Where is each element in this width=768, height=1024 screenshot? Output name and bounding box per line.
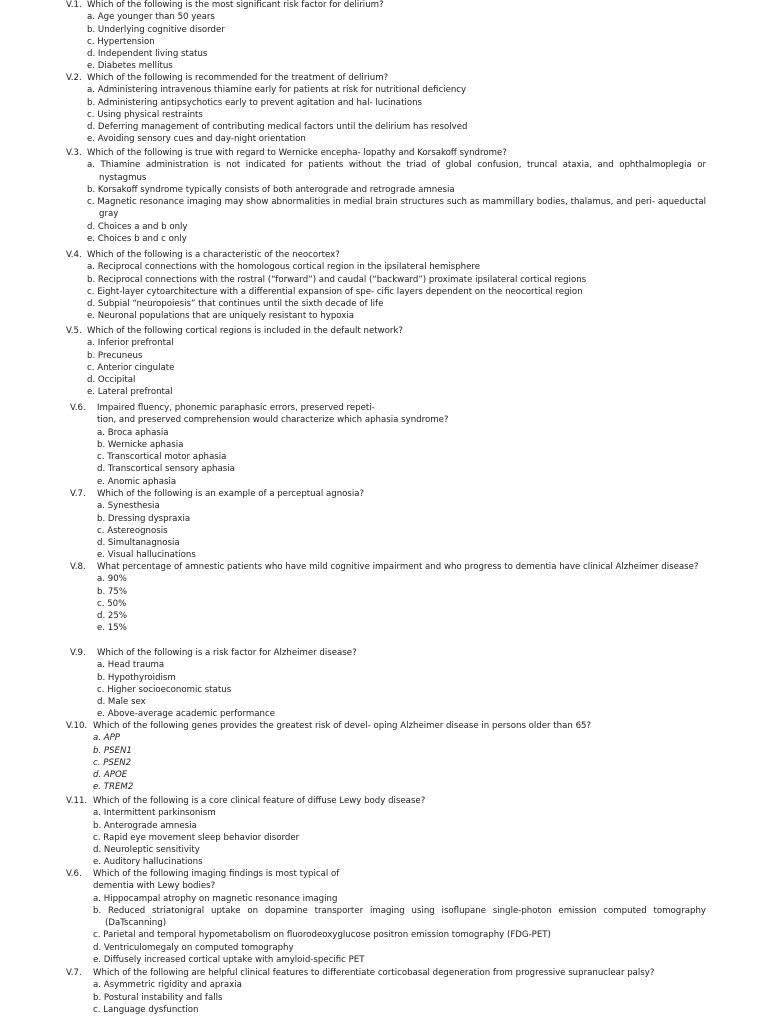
answer-option: d. Occipital xyxy=(87,375,136,386)
answer-option: d. 25% xyxy=(97,611,128,622)
answer-option: d. Neuroleptic sensitivity xyxy=(93,845,200,856)
answer-option: b. Reciprocal connections with the rostral (“forward”) and caudal (“backward”) proximate ipsilateral cortical regions xyxy=(87,274,587,285)
answer-option: b. Dressing dyspraxia xyxy=(97,513,191,524)
answer-option: c. Language dysfunction xyxy=(93,1004,199,1015)
answer-option: b. Wernicke aphasia xyxy=(97,439,184,450)
answer-option: c. 50% xyxy=(97,598,127,609)
question-stem-line: Impaired fluency, phonemic paraphasic errors, preserved repeti- xyxy=(97,403,375,413)
question-stem-line: tion, and preserved comprehension would characterize which aphasia syndrome? xyxy=(97,415,449,426)
question-v1 xyxy=(66,0,706,73)
answer-option: b. Precuneus xyxy=(87,350,143,361)
answer-option: b. Korsakoff syndrome typically consists of both anterograde and retrograde amnesia xyxy=(87,184,455,195)
answer-option: c. Parietal and temporal hypometabolism on fluorodeoxyglucose positron emission tomography (FDG-PET) xyxy=(93,930,551,941)
question-stem xyxy=(97,402,706,427)
answer-option: b. Postural instability and falls xyxy=(93,992,223,1003)
answer-option: d. APOE xyxy=(93,770,128,781)
question-stem: Which of the following genes provides the greatest risk of devel- oping Alzheimer disease in persons older than 65? xyxy=(93,721,592,731)
answer-option: e. 15% xyxy=(97,623,127,634)
answer-option: c. Higher socioeconomic status xyxy=(97,684,232,695)
question-stem-line: dementia with Lewy bodies? xyxy=(93,881,216,892)
question-stem-line: Which of the following imaging findings is most typical of xyxy=(93,869,340,879)
question-number: V.8. xyxy=(70,562,86,572)
answer-option: a. Age younger than 50 years xyxy=(87,12,215,23)
answer-option: b. Reduced striatonigral uptake on dopamine transporter imaging using isoflupane single-photon emission computed tomography (DaTscanning) xyxy=(93,905,706,929)
answer-option: e. Anomic aphasia xyxy=(97,476,177,487)
answer-option: b. PSEN1 xyxy=(93,745,132,756)
question-v5 xyxy=(66,325,706,399)
question-v7-agnosia xyxy=(70,488,706,562)
answer-option: a. APP xyxy=(93,733,120,744)
question-number: V.4. xyxy=(66,250,82,260)
answer-option: c. PSEN2 xyxy=(93,757,132,768)
answer-option: a. Reciprocal connections with the homologous cortical region in the ipsilateral hemisphere xyxy=(87,262,481,273)
answer-option: a. 90% xyxy=(97,574,127,585)
answer-option: c. Using physical restraints xyxy=(87,109,203,120)
answer-option: c. Transcortical motor aphasia xyxy=(97,452,227,463)
answer-option: a. Hippocampal atrophy on magnetic resonance imaging xyxy=(93,893,338,904)
answer-option: d. Independent living status xyxy=(87,49,208,60)
question-number: V.6. xyxy=(70,403,86,413)
question-number: V.7. xyxy=(66,968,82,978)
answer-option: c. Eight-layer cytoarchitecture with a differential expansion of spe- cific layers dependent on the neocortical region xyxy=(87,286,583,297)
answer-option: d. Simultanagnosia xyxy=(97,538,180,549)
question-number: V.10. xyxy=(66,721,88,731)
answer-option: e. TREM2 xyxy=(93,782,134,793)
answer-option: d. Male sex xyxy=(97,697,146,708)
question-stem: Which of the following is a core clinical feature of diffuse Lewy body disease? xyxy=(93,796,426,806)
question-stem: Which of the following is an example of a perceptual agnosia? xyxy=(97,489,365,499)
question-v6-lewy-imaging xyxy=(66,868,706,966)
answer-option: a. Intermittent parkinsonism xyxy=(93,808,216,819)
answer-option: e. Above-average academic performance xyxy=(97,709,275,720)
answer-option: a. Head trauma xyxy=(97,660,165,671)
answer-option: a. Synesthesia xyxy=(97,501,160,512)
question-stem xyxy=(93,868,706,893)
question-v8 xyxy=(70,561,706,635)
answer-option: e. Diffusely increased cortical uptake with amyloid-specific PET xyxy=(93,955,365,966)
answer-option: b. Hypothyroidism xyxy=(97,672,176,683)
question-stem: Which of the following is a risk factor for Alzheimer disease? xyxy=(97,648,357,658)
answer-option: b. Administering antipsychotics early to prevent agitation and hal- lucinations xyxy=(87,97,423,108)
answer-option: e. Diabetes mellitus xyxy=(87,61,173,72)
question-number: V.3. xyxy=(66,148,82,158)
answer-option: e. Choices b and c only xyxy=(87,234,187,245)
question-stem: Which of the following is the most significant risk factor for delirium? xyxy=(87,0,384,10)
question-number: V.9. xyxy=(70,648,86,658)
question-v3 xyxy=(66,147,706,245)
question-stem: Which of the following is a characteristic of the neocortex? xyxy=(87,250,340,260)
question-v4 xyxy=(66,249,706,323)
answer-option: d. Subpial “neuropoiesis” that continues until the sixth decade of life xyxy=(87,299,384,310)
question-stem: Which of the following is recommended for the treatment of delirium? xyxy=(87,73,389,83)
answer-option: e. Auditory hallucinations xyxy=(93,857,203,868)
answer-option: c. Anterior cingulate xyxy=(87,362,175,373)
answer-option: c. Rapid eye movement sleep behavior disorder xyxy=(93,832,300,843)
answer-option: c. Hypertension xyxy=(87,36,155,47)
answer-option: d. Transcortical sensory aphasia xyxy=(97,464,235,475)
answer-option: e. Lateral prefrontal xyxy=(87,387,173,398)
answer-option: e. Visual hallucinations xyxy=(97,550,196,561)
answer-option: c. Astereognosis xyxy=(97,525,168,536)
question-v6-aphasia xyxy=(70,402,706,488)
answer-option: a. Asymmetric rigidity and apraxia xyxy=(93,980,242,991)
question-v11 xyxy=(66,795,706,869)
question-number: V.7. xyxy=(70,489,86,499)
question-number: V.11. xyxy=(66,796,88,806)
question-stem: Which of the following is true with regard to Wernicke encepha- lopathy and Korsakoff syndrome? xyxy=(87,148,507,158)
answer-option: b. Anterograde amnesia xyxy=(93,820,197,831)
question-number: V.1. xyxy=(66,0,82,10)
question-stem: Which of the following are helpful clinical features to differentiate corticobasal degeneration from progressive supranuclear palsy? xyxy=(93,968,655,978)
answer-option: b. 75% xyxy=(97,586,128,597)
question-v10 xyxy=(66,720,706,794)
question-number: V.5. xyxy=(66,326,82,336)
question-stem: What percentage of amnestic patients who have mild cognitive impairment and who progress to dementia have clinical Alzheimer disease? xyxy=(97,562,699,572)
answer-option: a. Broca aphasia xyxy=(97,427,169,438)
question-stem: Which of the following cortical regions is included in the default network? xyxy=(87,326,403,336)
answer-option: a. Inferior prefrontal xyxy=(87,338,174,349)
answer-option: e. Avoiding sensory cues and day-night orientation xyxy=(87,134,306,145)
answer-option: c. Magnetic resonance imaging may show abnormalities in medial brain structures such as mammillary bodies, thalamus, and peri- aqueductal gray xyxy=(87,197,706,220)
answer-option: a. Administering intravenous thiamine early for patients at risk for nutritional deficiency xyxy=(87,85,467,96)
answer-option: d. Choices a and b only xyxy=(87,221,188,232)
answer-option: a. Thiamine administration is not indicated for patients without the triad of global confusion, truncal ataxia, and ophthalmoplegia or nystagmus xyxy=(87,160,706,183)
answer-option: d. Ventriculomegaly on computed tomography xyxy=(93,942,294,953)
answer-option: b. Underlying cognitive disorder xyxy=(87,24,225,35)
question-v9 xyxy=(70,647,706,721)
question-v2 xyxy=(66,72,706,146)
question-number: V.6. xyxy=(66,869,82,879)
answer-option: e. Neuronal populations that are uniquely resistant to hypoxia xyxy=(87,311,355,322)
answer-option: d. Deferring management of contributing medical factors until the delirium has resolved xyxy=(87,122,468,133)
question-v7-cbd-psp xyxy=(66,967,706,1016)
question-number: V.2. xyxy=(66,73,82,83)
